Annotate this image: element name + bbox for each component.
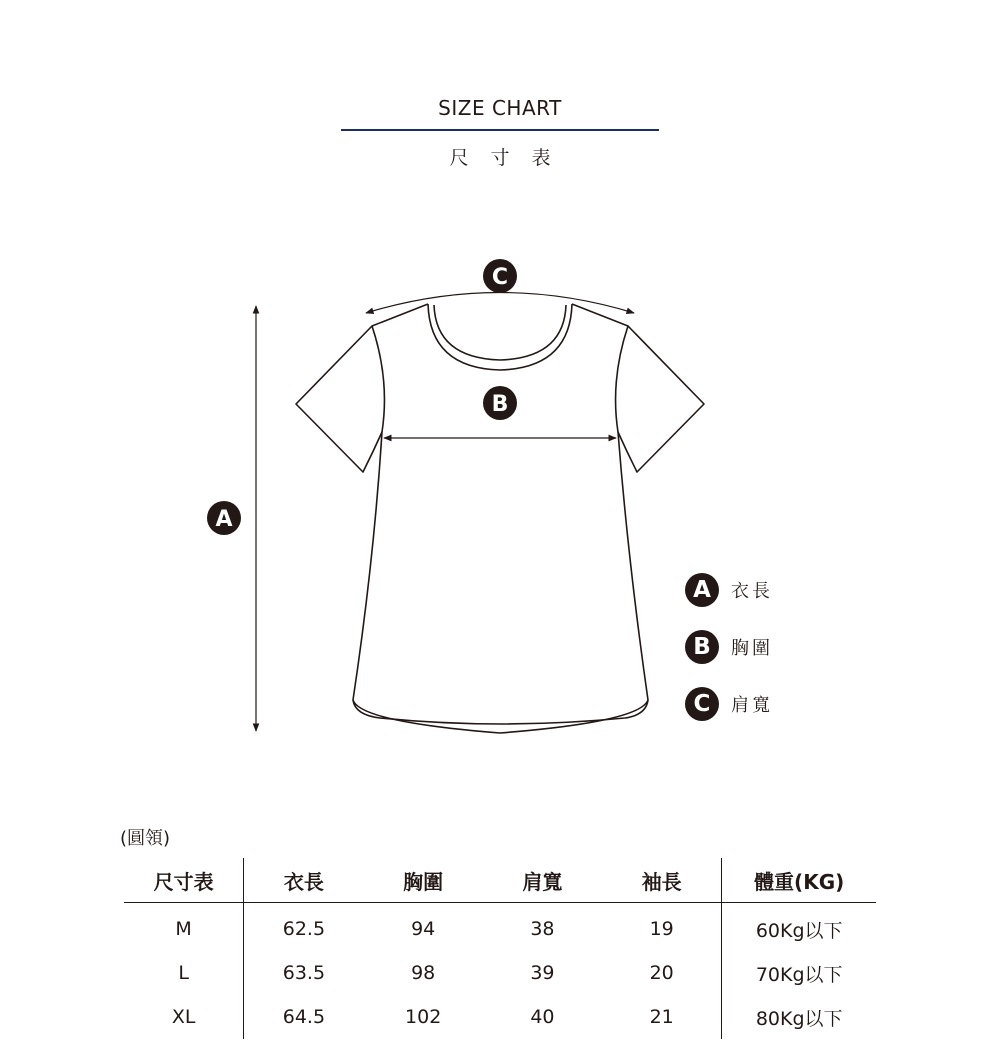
sleeve-seam-right (616, 326, 628, 432)
table-cell: 80Kg以下 (755, 1007, 843, 1030)
table-cell: 40 (530, 1006, 555, 1028)
legend-badge: C (685, 687, 719, 721)
marker-c-letter: C (491, 265, 509, 290)
neck-inner (434, 305, 566, 360)
table-cell: 70Kg以下 (755, 963, 843, 986)
table-cell: 102 (405, 1006, 442, 1028)
table-cell: L (124, 951, 244, 995)
table-cell: 98 (411, 962, 436, 984)
collar-note: (圓領) (120, 828, 171, 849)
tshirt-outline (296, 304, 704, 724)
marker-b (483, 386, 517, 420)
table-cell: M (124, 903, 244, 952)
hem-inner (353, 700, 648, 733)
page-subtitle: 尺寸表 (449, 147, 573, 169)
header-cell-size: 尺寸表 (124, 858, 244, 903)
legend-item-shoulder (685, 686, 773, 722)
legend-label: 胸圍 (731, 638, 773, 659)
table-cell: 60Kg以下 (755, 919, 843, 942)
table-cell: 94 (411, 918, 436, 940)
table-cell: XL (124, 995, 244, 1039)
page-title: SIZE CHART (438, 96, 562, 120)
table-row (124, 951, 876, 995)
table-cell: 63.5 (282, 962, 326, 984)
table-cell: 38 (530, 918, 555, 940)
table-row (124, 995, 876, 1039)
table-cell: 21 (602, 995, 722, 1039)
table-row (124, 903, 876, 952)
marker-b-letter: B (491, 392, 509, 417)
legend-item-chest (685, 629, 773, 665)
table-cell: 19 (602, 903, 722, 952)
table-cell: 20 (602, 951, 722, 995)
table-cell: 64.5 (282, 1006, 326, 1028)
shoulder-arrow (366, 293, 634, 314)
size-table (124, 858, 876, 1039)
marker-a (207, 501, 241, 535)
legend-label: 肩寬 (731, 695, 773, 716)
table-cell: 62.5 (282, 918, 326, 940)
marker-a-letter: A (215, 507, 233, 532)
header-cell-weight: 體重(KG) (722, 858, 876, 903)
table-header-row (124, 858, 876, 903)
legend-badge: B (685, 630, 719, 664)
sleeve-seam-left (372, 326, 384, 432)
marker-c (483, 259, 517, 293)
legend-badge: A (685, 573, 719, 607)
legend-label: 衣長 (731, 581, 773, 602)
header-cell-shoulder: 肩寬 (483, 858, 602, 903)
header-cell-sleeve: 袖長 (602, 858, 722, 903)
legend-item-length (685, 572, 773, 608)
header-cell-length: 衣長 (244, 858, 364, 903)
header-cell-chest: 胸圍 (364, 858, 483, 903)
table-cell: 39 (530, 962, 555, 984)
